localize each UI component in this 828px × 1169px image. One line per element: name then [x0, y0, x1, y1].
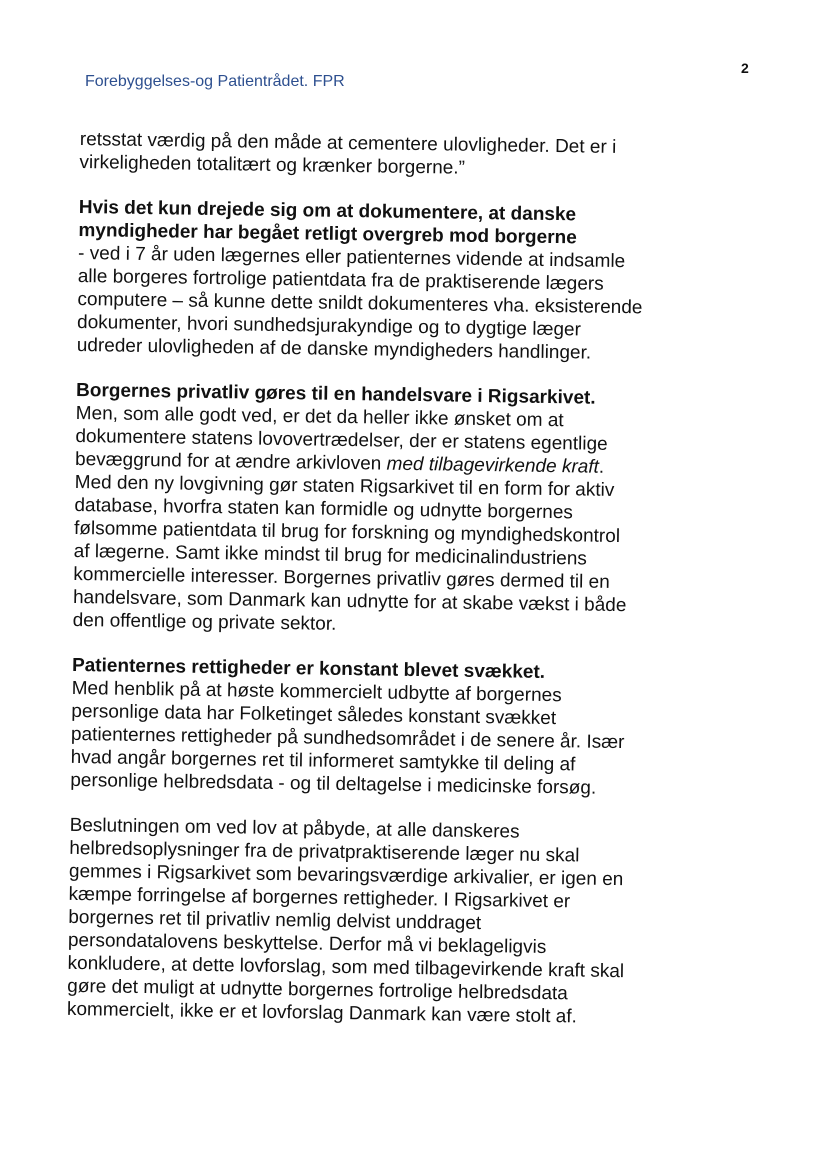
text-line: computere – så kunne dette snildt dokumenteres vha. eksisterende [77, 288, 643, 319]
section-4 [67, 814, 735, 1031]
text-line: helbredsoplysninger fra de privatpraktiserende læger nu skal [69, 837, 580, 867]
text-line: Med den ny lovgivning gør staten Rigsarkivet til en form for aktiv [74, 471, 615, 501]
section-2-heading: Borgernes privatliv gøres til en handelsvare i Rigsarkivet. [75, 379, 596, 409]
intro-paragraph [79, 128, 745, 184]
text-line: patienternes rettigheder på sundhedsområdet i de senere år. Især [70, 723, 625, 754]
section-1-heading-line-1: Hvis det kun drejede sig om at dokumentere, at danske [78, 196, 577, 226]
text-line: kommercielt, ikke er et lovforslag Danmark kan være stolt af. [66, 998, 578, 1028]
text-line: borgernes ret til privatliv nemlig delvist unddraget [68, 906, 482, 935]
text-line: Men, som alle godt ved, er det da heller ikke ønsket om at [75, 402, 564, 432]
text-line: persondatalovens beskyttelse. Derfor må vi beklageligvis [67, 929, 547, 959]
text-fragment: bevæggrund for at ændre arkivloven [74, 448, 387, 475]
text-line: retsstat værdig på den måde at cementere ulovligheder. Det er i [79, 128, 617, 158]
text-line: den offentlige og private sektor. [72, 609, 337, 635]
italic-phrase: med tilbagevirkende kraft [386, 453, 600, 478]
text-line: kommercielle interesser. Borgernes privatliv gøres dermed til en [73, 563, 610, 593]
section-3-heading: Patienternes rettigheder er konstant blevet svækket. [71, 654, 546, 683]
text-line: personlige data har Folketinget således konstant svækket [71, 700, 557, 730]
text-line: udreder ulovligheden af de danske myndigheders handlinger. [76, 334, 592, 364]
text-line: gøre det muligt at udnytte borgernes fortrolige helbredsdata [67, 975, 568, 1005]
text-line: Med henblik på at høste kommercielt udbytte af borgernes [71, 677, 562, 707]
text-line: af lægerne. Samt ikke mindst til brug for medicinalindustriens [73, 540, 588, 570]
text-line: kæmpe forringelse af borgernes rettigheder. I Rigsarkivet er [68, 883, 571, 913]
page-number: 2 [741, 60, 749, 76]
text-line: handelsvare, som Danmark kan udnytte for at skabe vækst i både [72, 586, 627, 617]
text-line: konkludere, at dette lovforslag, som med tilbagevirkende kraft skal [67, 952, 625, 983]
section-1 [77, 196, 744, 367]
text-line: Beslutningen om ved lov at påbyde, at alle danskeres [69, 814, 520, 843]
text-fragment: . [598, 456, 605, 478]
text-line: database, hvorfra staten kan formidle og udnytte borgernes [74, 494, 574, 524]
text-line: dokumentere statens lovovertrædelser, der er statens egentlige [75, 425, 608, 455]
text-line: virkeligheden totalitært og krænker borgerne.” [79, 151, 466, 179]
text-line: hvad angår borgernes ret til informeret samtykke til deling af [70, 746, 576, 776]
section-2 [73, 379, 742, 642]
section-1-heading-line-2: myndigheder har begået retligt overgreb mod borgerne [78, 219, 577, 249]
text-line: gemmes i Rigsarkivet som bevaringsværdige arkivalier, er igen en [68, 860, 624, 891]
text-line: følsomme patientdata til brug for forskning og myndighedskontrol [73, 517, 621, 548]
section-3 [70, 654, 737, 802]
text-line: - ved i 7 år uden lægernes eller patienternes vidende at indsamle [77, 242, 626, 273]
text-line: dokumenter, hvori sundhedsjurakyndige og to dygtige læger [76, 311, 582, 341]
text-line: alle borgeres fortrolige patientdata fra de praktiserende lægers [77, 265, 604, 295]
document-body [67, 128, 745, 1031]
organization-header: Forebyggelses-og Patientrådet. FPR [85, 73, 345, 90]
text-line: personlige helbredsdata - og til deltagelse i medicinske forsøg. [70, 769, 597, 799]
